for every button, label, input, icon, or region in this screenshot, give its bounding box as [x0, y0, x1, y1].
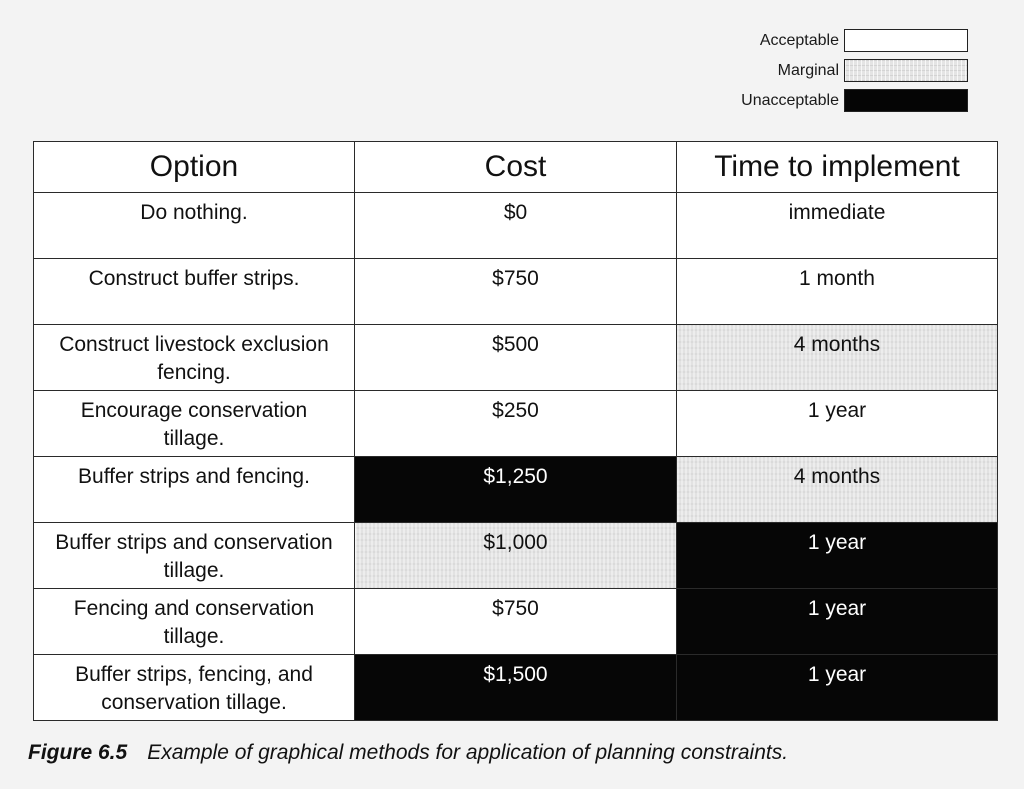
figure-caption	[28, 741, 788, 765]
time-cell: 1 year	[677, 655, 998, 721]
time-cell: 1 year	[677, 589, 998, 655]
option-cell: Buffer strips and fencing.	[34, 457, 355, 523]
option-cell: Buffer strips and conservation tillage.	[34, 523, 355, 589]
table-header-row	[34, 142, 998, 193]
time-cell: 4 months	[677, 325, 998, 391]
legend-swatch-marginal	[844, 59, 968, 82]
cost-cell: $1,500	[355, 655, 677, 721]
legend-swatch-unacceptable	[844, 89, 968, 112]
cost-cell: $0	[355, 193, 677, 259]
cost-cell: $500	[355, 325, 677, 391]
legend-item-unacceptable	[741, 88, 968, 113]
table-body	[34, 193, 998, 721]
cost-cell: $1,250	[355, 457, 677, 523]
table-row	[34, 457, 998, 523]
time-cell: 1 month	[677, 259, 998, 325]
header-option: Option	[34, 142, 355, 193]
header-cost: Cost	[355, 142, 677, 193]
option-cell: Do nothing.	[34, 193, 355, 259]
time-cell: 4 months	[677, 457, 998, 523]
options-table-container	[33, 141, 997, 721]
time-cell: 1 year	[677, 523, 998, 589]
legend-label: Marginal	[777, 61, 839, 79]
caption-text: Example of graphical methods for application of planning constraints.	[147, 741, 789, 764]
time-cell: 1 year	[677, 391, 998, 457]
cost-cell: $750	[355, 259, 677, 325]
option-cell: Fencing and conservation tillage.	[34, 589, 355, 655]
table-row	[34, 655, 998, 721]
caption-label: Figure 6.5	[28, 741, 128, 764]
legend-label: Unacceptable	[741, 91, 839, 109]
cost-cell: $250	[355, 391, 677, 457]
legend-item-acceptable	[741, 28, 968, 53]
table-row	[34, 391, 998, 457]
option-cell: Buffer strips, fencing, and conservation tillage.	[34, 655, 355, 721]
legend	[741, 28, 968, 113]
header-time: Time to implement	[677, 142, 998, 193]
time-cell: immediate	[677, 193, 998, 259]
options-table	[33, 141, 998, 721]
table-row	[34, 589, 998, 655]
cost-cell: $750	[355, 589, 677, 655]
option-cell: Construct livestock exclusion fencing.	[34, 325, 355, 391]
cost-cell: $1,000	[355, 523, 677, 589]
table-row	[34, 259, 998, 325]
option-cell: Encourage conservation tillage.	[34, 391, 355, 457]
option-cell: Construct buffer strips.	[34, 259, 355, 325]
legend-item-marginal	[741, 58, 968, 83]
table-row	[34, 523, 998, 589]
legend-label: Acceptable	[759, 31, 839, 49]
table-row	[34, 193, 998, 259]
table-row	[34, 325, 998, 391]
legend-swatch-acceptable	[844, 29, 968, 52]
